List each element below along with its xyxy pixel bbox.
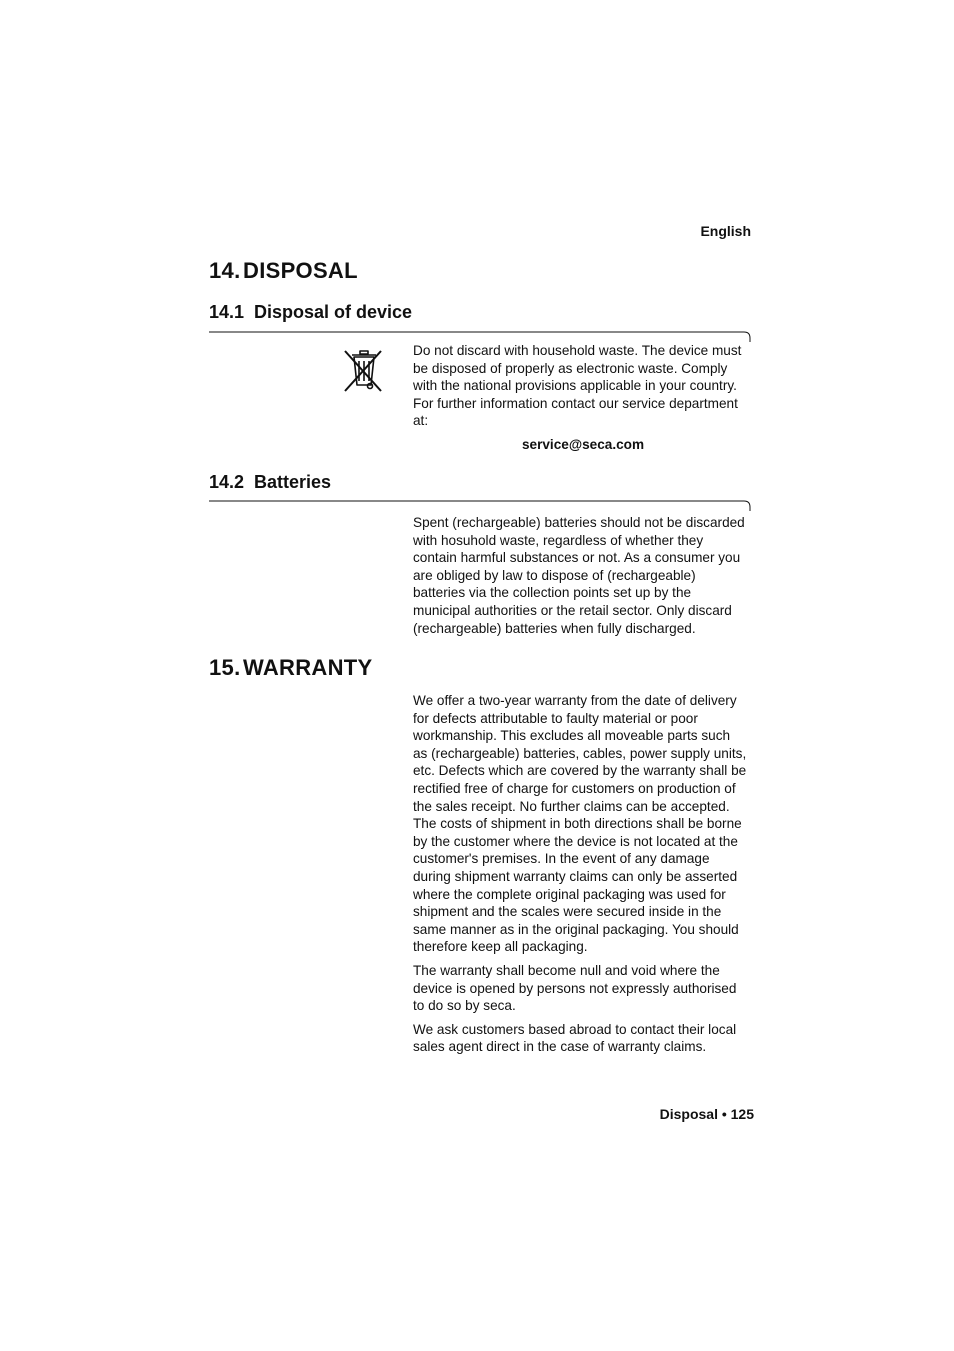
text-line: batteries via the collection points set up by the xyxy=(413,585,692,601)
language-label: English xyxy=(700,223,751,239)
page-footer: Disposal • 125 xyxy=(659,1106,754,1122)
text-line: (rechargeable) batteries when fully discharged. xyxy=(413,620,696,636)
text-line: Spent (rechargeable) batteries should not be discarded xyxy=(413,515,745,530)
text-line: rectified free of charge for customers on production of xyxy=(413,780,736,796)
section-14-number: 14. xyxy=(209,258,241,283)
text-line: same manner as in the original packaging. You should xyxy=(413,921,739,937)
section-15-heading xyxy=(209,655,373,681)
section-14-2-title: Batteries xyxy=(254,472,332,492)
text-line: to do so by seca. xyxy=(413,998,516,1014)
section-14-heading xyxy=(209,258,358,284)
warranty-paragraph-2 xyxy=(413,962,755,1015)
text-line: municipal authorities or the retail sector. Only discard xyxy=(413,602,732,618)
text-line: device is opened by persons not expressly authorised xyxy=(413,980,737,996)
text-line: as (rechargeable) batteries, cables, power supply units, xyxy=(413,745,747,761)
section-14-2-number: 14.2 xyxy=(209,472,245,492)
batteries-text xyxy=(413,514,755,637)
section-15-title: WARRANTY xyxy=(243,655,373,680)
section-14-title: DISPOSAL xyxy=(243,258,358,283)
service-email: service@seca.com xyxy=(521,437,645,452)
text-line: shipment and the scales were secured inside in the xyxy=(413,904,722,920)
text-line: The warranty shall become null and void where the xyxy=(413,962,720,978)
section-14-1-heading xyxy=(209,302,412,323)
text-line: For further information contact our service department xyxy=(413,395,738,411)
text-line: workmanship. This excludes all moveable parts such xyxy=(413,728,731,744)
text-line: therefore keep all packaging. xyxy=(413,939,588,955)
text-line: the sales receipt. No further claims can be accepted. xyxy=(413,798,730,814)
text-line: contain harmful substances or not. As a consumer you xyxy=(413,550,741,566)
section-14-1-title: Disposal of device xyxy=(254,302,413,322)
warranty-paragraph-1 xyxy=(413,692,755,956)
section-divider xyxy=(209,330,751,342)
section-14-1-number: 14.1 xyxy=(209,302,245,322)
section-14-2-heading xyxy=(209,472,331,493)
text-line: with the national provisions applicable in your country. xyxy=(413,378,737,394)
warranty-text xyxy=(413,692,755,1062)
text-line: with hosuhold waste, regardless of whether they xyxy=(413,532,704,548)
text-line: We ask customers based abroad to contact their local xyxy=(413,1021,737,1037)
disposal-of-device-text xyxy=(413,342,755,430)
text-line: where the complete original packaging was used for xyxy=(413,886,726,902)
text-line: for defects attributable to faulty material or poor xyxy=(413,710,698,726)
text-line: The costs of shipment in both directions shall be borne xyxy=(413,816,742,832)
text-line: are obliged by law to dispose of (rechargeable) xyxy=(413,567,696,583)
crossed-out-wheelie-bin-icon xyxy=(341,348,385,394)
text-line: be disposed of properly as electronic waste. Comply xyxy=(413,360,728,376)
text-line: customer's premises. In the event of any damage xyxy=(413,851,710,867)
text-line: at: xyxy=(413,413,429,429)
section-15-number: 15. xyxy=(209,655,241,680)
text-line: sales agent direct in the case of warranty claims. xyxy=(413,1039,707,1055)
text-line: Do not discard with household waste. The device must xyxy=(413,343,742,358)
text-line: during shipment warranty claims can only be asserted xyxy=(413,868,738,884)
text-line: by the customer where the device is not located at the xyxy=(413,833,738,849)
warranty-paragraph-3 xyxy=(413,1021,755,1056)
section-divider xyxy=(209,499,751,511)
text-line: We offer a two-year warranty from the date of delivery xyxy=(413,693,737,708)
text-line: etc. Defects which are covered by the warranty shall be xyxy=(413,763,747,779)
